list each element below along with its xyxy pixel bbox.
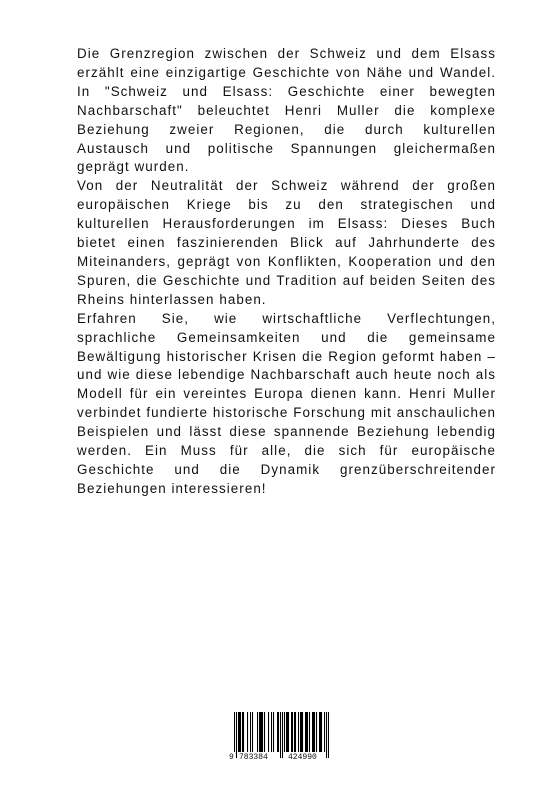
- barcode-bar: [261, 712, 262, 752]
- barcode-bar: [271, 712, 272, 752]
- barcode-bar: [291, 712, 292, 752]
- barcode-bar: [260, 712, 261, 752]
- barcode-bar: [292, 712, 293, 752]
- barcode-bar: [320, 712, 321, 752]
- barcode-bar: [313, 712, 314, 752]
- barcode-bar: [277, 712, 278, 752]
- barcode-bar: [273, 712, 274, 752]
- barcode-bar: [306, 712, 307, 752]
- barcode-bar: [264, 712, 265, 752]
- barcode-bar: [288, 712, 289, 752]
- barcode-bar: [286, 712, 287, 752]
- barcode-bar: [324, 712, 325, 752]
- blurb-paragraph-1: Die Grenzregion zwischen der Schweiz und dem Elsass erzählt eine einzigartige Geschichte von Nähe und Wandel. In "Schweiz und Elsass: Geschichte einer bewegten Nachbarschaft" beleuchtet Henri Muller die komplexe Beziehung zweier Regionen, die durch kulturellen Austausch und politische Spannungen gleichermaßen geprägt wurden.: [77, 46, 496, 175]
- back-cover-blurb: [77, 45, 496, 499]
- barcode-bar: [300, 712, 301, 752]
- barcode-bar: [319, 712, 320, 752]
- barcode-bar: [252, 712, 253, 752]
- barcode-bar: [250, 712, 251, 752]
- barcode-bar: [257, 712, 258, 752]
- barcode-bar: [262, 712, 263, 752]
- barcode-bar: [294, 712, 295, 752]
- barcode-bar: [307, 712, 308, 752]
- barcode-bar: [259, 712, 260, 752]
- barcode-digit-first: 9: [229, 753, 234, 762]
- barcode-bar: [278, 712, 279, 752]
- barcode-bar: [238, 712, 239, 752]
- barcode-bar: [298, 712, 299, 752]
- blurb-paragraph-3: Erfahren Sie, wie wirtschaftliche Verflechtungen, sprachliche Gemeinsamkeiten und die gemeinsame Bewältigung historischer Krisen die Region geformt haben – und wie diese lebendige Nachbarschaft auch heute noch als Modell für ein vereintes Europa dienen kann. Henri Muller verbindet fundierte historische Forschung mit anschaulichen Beispielen und lässt diese spannende Beziehung lebendig werden. Ein Muss für alle, die sich für europäische Geschichte und die Dynamik grenzüberschreitender Beziehungen interessieren!: [77, 310, 496, 496]
- barcode-bar: [268, 712, 269, 752]
- barcode-bar: [242, 712, 243, 752]
- barcode-bar: [314, 712, 315, 752]
- barcode-bar: [301, 712, 302, 752]
- barcode-bar: [302, 712, 303, 752]
- barcode-bar: [284, 712, 285, 752]
- barcode-bar: [309, 712, 310, 752]
- barcode-bar: [316, 712, 317, 752]
- barcode-digits: [229, 752, 329, 764]
- blurb-paragraph-2: Von der Neutralität der Schweiz während der großen europäischen Kriege bis zu den strategischen und kulturellen Herausforderungen im Elsass: Dieses Buch bietet einen faszinierenden Blick auf Jahrhunderte des Miteinanders, geprägt von Konflikten, Kooperation und den Spuren, die Geschichte und Tradition auf beiden Seiten des Rheins hinterlassen haben.: [77, 178, 496, 307]
- barcode-bar: [312, 712, 313, 752]
- barcode-bar: [287, 712, 288, 752]
- barcode-bar: [240, 712, 241, 752]
- barcode-bar: [295, 712, 296, 752]
- barcode-bar: [305, 712, 306, 752]
- barcode-bar: [321, 712, 322, 752]
- barcode-bar: [239, 712, 240, 752]
- barcode-bar: [247, 712, 248, 752]
- barcode-digits-left: 783384: [239, 753, 268, 762]
- isbn-barcode: [229, 712, 329, 764]
- barcode-digits-right: 424990: [288, 753, 317, 762]
- barcode-bar: [243, 712, 244, 752]
